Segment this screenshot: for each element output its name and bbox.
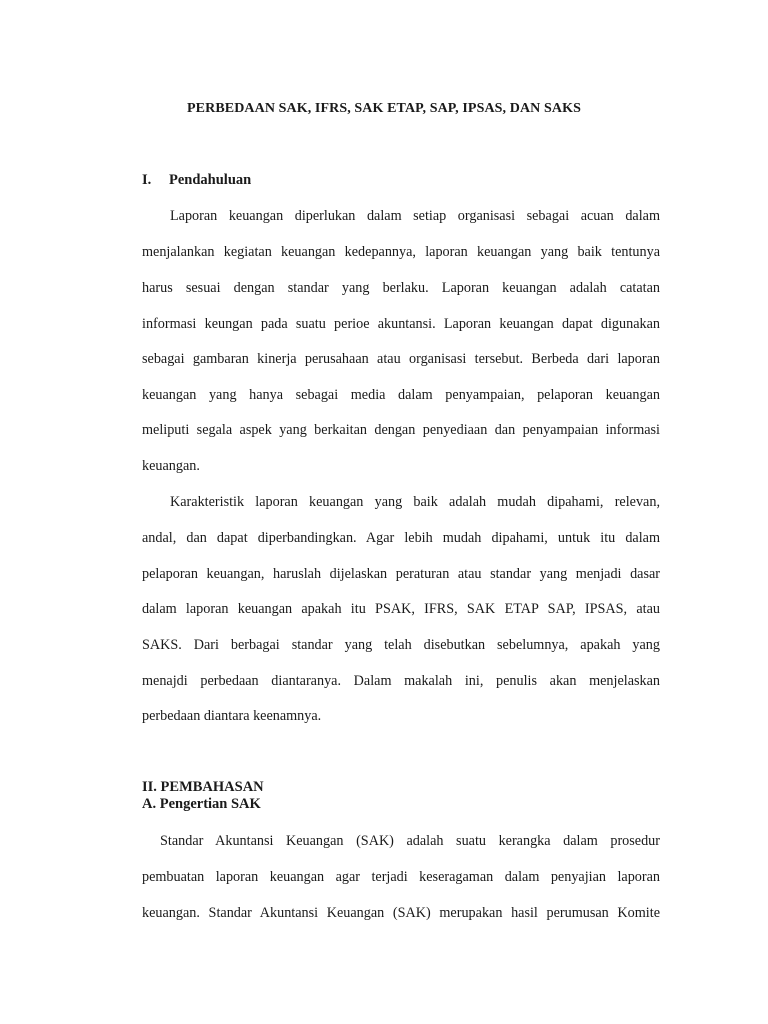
- paragraph-line: meliputi segala aspek yang berkaitan dengan penyediaan dan penyampaian informasi: [142, 422, 660, 438]
- paragraph-line: andal, dan dapat diperbandingkan. Agar lebih mudah dipahami, untuk itu dalam: [142, 530, 660, 546]
- document-title: PERBEDAAN SAK, IFRS, SAK ETAP, SAP, IPSAS, DAN SAKS: [187, 101, 581, 116]
- paragraph-line: sebagai gambaran kinerja perusahaan atau organisasi tersebut. Berbeda dari laporan: [142, 351, 660, 367]
- section-heading-pembahasan: II. PEMBAHASAN: [142, 779, 264, 795]
- paragraph-line: SAKS. Dari berbagai standar yang telah disebutkan sebelumnya, apakah yang: [142, 637, 660, 653]
- paragraph-line: keuangan. Standar Akuntansi Keuangan (SAK) merupakan hasil perumusan Komite: [142, 905, 660, 921]
- paragraph-line: pelaporan keuangan, haruslah dijelaskan peraturan atau standar yang menjadi dasar: [142, 566, 660, 582]
- paragraph-line: perbedaan diantara keenamnya.: [142, 708, 322, 724]
- paragraph-line: Karakteristik laporan keuangan yang baik adalah mudah dipahami, relevan,: [170, 494, 660, 510]
- paragraph-line: keuangan.: [142, 458, 200, 474]
- paragraph-line: informasi keungan pada suatu perioe akuntansi. Laporan keuangan dapat digunakan: [142, 316, 660, 332]
- paragraph-line: Laporan keuangan diperlukan dalam setiap organisasi sebagai acuan dalam: [170, 208, 660, 224]
- paragraph-line: menjalankan kegiatan keuangan kedepannya, laporan keuangan yang baik tentunya: [142, 244, 660, 260]
- paragraph-line: pembuatan laporan keuangan agar terjadi keseragaman dalam penyajian laporan: [142, 869, 660, 885]
- paragraph-line: harus sesuai dengan standar yang berlaku. Laporan keuangan adalah catatan: [142, 280, 660, 296]
- paragraph-line: menajdi perbedaan diantaranya. Dalam makalah ini, penulis akan menjelaskan: [142, 673, 660, 689]
- section-number: I.: [142, 172, 152, 188]
- paragraph-line: keuangan yang hanya sebagai media dalam penyampaian, pelaporan keuangan: [142, 387, 660, 403]
- paragraph-line: dalam laporan keuangan apakah itu PSAK, IFRS, SAK ETAP SAP, IPSAS, atau: [142, 601, 660, 617]
- section-heading-pendahuluan: [142, 172, 251, 189]
- section-title: Pendahuluan: [169, 172, 252, 188]
- subsection-heading-pengertian-sak: A. Pengertian SAK: [142, 796, 261, 812]
- paragraph-line: Standar Akuntansi Keuangan (SAK) adalah suatu kerangka dalam prosedur: [160, 833, 660, 849]
